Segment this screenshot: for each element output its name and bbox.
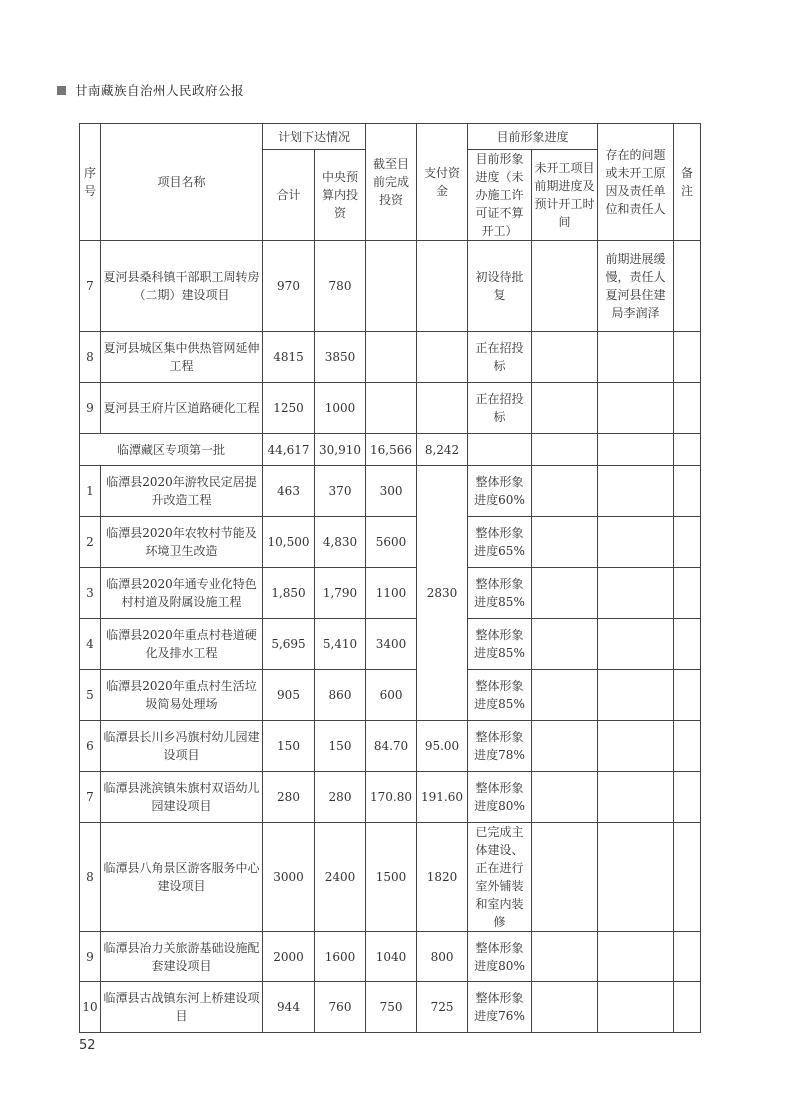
cell-paid: [417, 383, 468, 434]
cell-project-name: 临潭县冶力关旅游基础设施配套建设项目: [101, 932, 263, 982]
cell-completed: [366, 383, 417, 434]
cell-notes: [674, 772, 701, 823]
cell-seq: 2: [80, 517, 101, 568]
cell-project-name: 临潭县八角景区游客服务中心建设项目: [101, 823, 263, 932]
cell-issues: [598, 466, 674, 517]
cell-seq: 7: [80, 241, 101, 332]
subtotal-label: 临潭藏区专项第一批: [80, 434, 263, 466]
cell-central: 5,410: [315, 619, 366, 670]
subtotal-paid: 8,242: [417, 434, 468, 466]
cell-issues: [598, 982, 674, 1033]
table-header-row-1: [80, 124, 701, 150]
cell-issues: [598, 823, 674, 932]
cell-not-started: [532, 670, 598, 721]
table-row: [80, 670, 701, 721]
table-row: [80, 517, 701, 568]
cell-paid: 1820: [417, 823, 468, 932]
cell-progress: 正在招投标: [468, 383, 532, 434]
cell-not-started: [532, 721, 598, 772]
cell-progress: 整体形象进度85%: [468, 619, 532, 670]
cell-central: 4,830: [315, 517, 366, 568]
cell-issues: [598, 383, 674, 434]
cell-issues: [598, 772, 674, 823]
cell-total: 5,695: [263, 619, 315, 670]
subtotal-total: 44,617: [263, 434, 315, 466]
cell-progress: 整体形象进度85%: [468, 568, 532, 619]
table-row: [80, 823, 701, 932]
subtotal-notes: [674, 434, 701, 466]
cell-central: 1,790: [315, 568, 366, 619]
cell-issues: [598, 670, 674, 721]
cell-progress: 整体形象进度78%: [468, 721, 532, 772]
cell-project-name: 夏河县城区集中供热管网延伸工程: [101, 332, 263, 383]
cell-progress: 已完成主体建设、正在进行室外铺装和室内装修: [468, 823, 532, 932]
table-row: [80, 383, 701, 434]
cell-issues: 前期进展缓慢，责任人夏河县住建局李润泽: [598, 241, 674, 332]
cell-central: 280: [315, 772, 366, 823]
cell-notes: [674, 670, 701, 721]
table-row: [80, 772, 701, 823]
subtotal-completed: 16,566: [366, 434, 417, 466]
header-progress-detail: 目前形象进度（未办施工许可证不算开工）: [468, 150, 532, 241]
header-project-name: 项目名称: [101, 124, 263, 241]
table-row: [80, 466, 701, 517]
cell-project-name: 临潭县洮滨镇朱旗村双语幼儿园建设项目: [101, 772, 263, 823]
header-notes: 备注: [674, 124, 701, 241]
cell-paid-merged: 2830: [417, 466, 468, 721]
header-square-mark: [57, 86, 66, 95]
cell-seq: 1: [80, 466, 101, 517]
header-seq: 序号: [80, 124, 101, 241]
cell-not-started: [532, 772, 598, 823]
cell-project-name: 临潭县古战镇东河上桥建设项目: [101, 982, 263, 1033]
cell-paid: 725: [417, 982, 468, 1033]
cell-seq: 9: [80, 383, 101, 434]
table-row: [80, 568, 701, 619]
cell-not-started: [532, 982, 598, 1033]
cell-issues: [598, 932, 674, 982]
table-row: [80, 332, 701, 383]
cell-not-started: [532, 517, 598, 568]
cell-progress: 整体形象进度76%: [468, 982, 532, 1033]
cell-project-name: 夏河县王府片区道路硬化工程: [101, 383, 263, 434]
header-not-started: 未开工项目前期进度及预计开工时间: [532, 150, 598, 241]
cell-not-started: [532, 932, 598, 982]
cell-seq: 8: [80, 332, 101, 383]
cell-completed: 600: [366, 670, 417, 721]
cell-paid: [417, 241, 468, 332]
header-central-budget: 中央预算内投资: [315, 150, 366, 241]
cell-issues: [598, 332, 674, 383]
header-progress-group: 目前形象进度: [468, 124, 598, 150]
cell-notes: [674, 517, 701, 568]
cell-total: 150: [263, 721, 315, 772]
table-row: [80, 982, 701, 1033]
table-row: [80, 721, 701, 772]
cell-completed: 1040: [366, 932, 417, 982]
cell-project-name: 临潭县2020年通专业化特色村村道及附属设施工程: [101, 568, 263, 619]
cell-project-name: 临潭县2020年重点村生活垃圾简易处理场: [101, 670, 263, 721]
cell-notes: [674, 619, 701, 670]
page-number: 52: [79, 1038, 96, 1053]
cell-progress: 正在招投标: [468, 332, 532, 383]
cell-central: 1000: [315, 383, 366, 434]
cell-total: 10,500: [263, 517, 315, 568]
header-completed-investment: 截至目前完成投资: [366, 124, 417, 241]
cell-total: 905: [263, 670, 315, 721]
cell-total: 2000: [263, 932, 315, 982]
subtotal-not-started: [532, 434, 598, 466]
subtotal-row: [80, 434, 701, 466]
cell-progress: 整体形象进度85%: [468, 670, 532, 721]
cell-central: 780: [315, 241, 366, 332]
cell-completed: 5600: [366, 517, 417, 568]
cell-completed: [366, 332, 417, 383]
cell-paid: [417, 332, 468, 383]
cell-not-started: [532, 383, 598, 434]
cell-project-name: 临潭县2020年农牧村节能及环境卫生改造: [101, 517, 263, 568]
cell-paid: 95.00: [417, 721, 468, 772]
cell-seq: 5: [80, 670, 101, 721]
cell-not-started: [532, 241, 598, 332]
cell-central: 150: [315, 721, 366, 772]
cell-not-started: [532, 619, 598, 670]
cell-total: 970: [263, 241, 315, 332]
cell-total: 280: [263, 772, 315, 823]
cell-central: 370: [315, 466, 366, 517]
cell-total: 1250: [263, 383, 315, 434]
cell-seq: 6: [80, 721, 101, 772]
cell-not-started: [532, 568, 598, 619]
cell-central: 2400: [315, 823, 366, 932]
cell-issues: [598, 568, 674, 619]
cell-notes: [674, 982, 701, 1033]
cell-project-name: 临潭县长川乡冯旗村幼儿园建设项目: [101, 721, 263, 772]
cell-central: 760: [315, 982, 366, 1033]
cell-notes: [674, 383, 701, 434]
cell-total: 944: [263, 982, 315, 1033]
cell-issues: [598, 619, 674, 670]
cell-seq: 9: [80, 932, 101, 982]
subtotal-issues: [598, 434, 674, 466]
cell-not-started: [532, 466, 598, 517]
cell-progress: 整体形象进度60%: [468, 466, 532, 517]
document-header: [57, 80, 244, 100]
cell-notes: [674, 332, 701, 383]
cell-project-name: 临潭县2020年游牧民定居提升改造工程: [101, 466, 263, 517]
subtotal-central: 30,910: [315, 434, 366, 466]
cell-completed: 750: [366, 982, 417, 1033]
header-paid-funds: 支付资金: [417, 124, 468, 241]
cell-completed: [366, 241, 417, 332]
cell-project-name: 夏河县桑科镇干部职工周转房（二期）建设项目: [101, 241, 263, 332]
cell-progress: 整体形象进度65%: [468, 517, 532, 568]
cell-completed: 1100: [366, 568, 417, 619]
cell-central: 1600: [315, 932, 366, 982]
subtotal-progress: [468, 434, 532, 466]
cell-completed: 300: [366, 466, 417, 517]
header-total: 合计: [263, 150, 315, 241]
cell-paid: 191.60: [417, 772, 468, 823]
cell-central: 860: [315, 670, 366, 721]
cell-total: 463: [263, 466, 315, 517]
cell-seq: 10: [80, 982, 101, 1033]
cell-issues: [598, 721, 674, 772]
cell-notes: [674, 241, 701, 332]
cell-not-started: [532, 332, 598, 383]
cell-seq: 3: [80, 568, 101, 619]
header-title: 甘南藏族自治州人民政府公报: [75, 83, 245, 98]
cell-not-started: [532, 823, 598, 932]
cell-notes: [674, 823, 701, 932]
table-row: [80, 932, 701, 982]
table-row: [80, 619, 701, 670]
cell-project-name: 临潭县2020年重点村巷道硬化及排水工程: [101, 619, 263, 670]
cell-progress: 初设待批复: [468, 241, 532, 332]
cell-completed: 84.70: [366, 721, 417, 772]
cell-issues: [598, 517, 674, 568]
cell-seq: 7: [80, 772, 101, 823]
project-progress-table: [79, 123, 701, 1033]
cell-notes: [674, 721, 701, 772]
cell-progress: 整体形象进度80%: [468, 932, 532, 982]
cell-central: 3850: [315, 332, 366, 383]
cell-notes: [674, 568, 701, 619]
cell-total: 4815: [263, 332, 315, 383]
cell-total: 3000: [263, 823, 315, 932]
cell-paid: 800: [417, 932, 468, 982]
cell-notes: [674, 932, 701, 982]
cell-completed: 170.80: [366, 772, 417, 823]
header-issues: 存在的问题或未开工原因及责任单位和责任人: [598, 124, 674, 241]
cell-completed: 1500: [366, 823, 417, 932]
cell-completed: 3400: [366, 619, 417, 670]
cell-total: 1,850: [263, 568, 315, 619]
cell-progress: 整体形象进度80%: [468, 772, 532, 823]
cell-seq: 8: [80, 823, 101, 932]
table-row: [80, 241, 701, 332]
cell-notes: [674, 466, 701, 517]
cell-seq: 4: [80, 619, 101, 670]
header-plan-group: 计划下达情况: [263, 124, 366, 150]
